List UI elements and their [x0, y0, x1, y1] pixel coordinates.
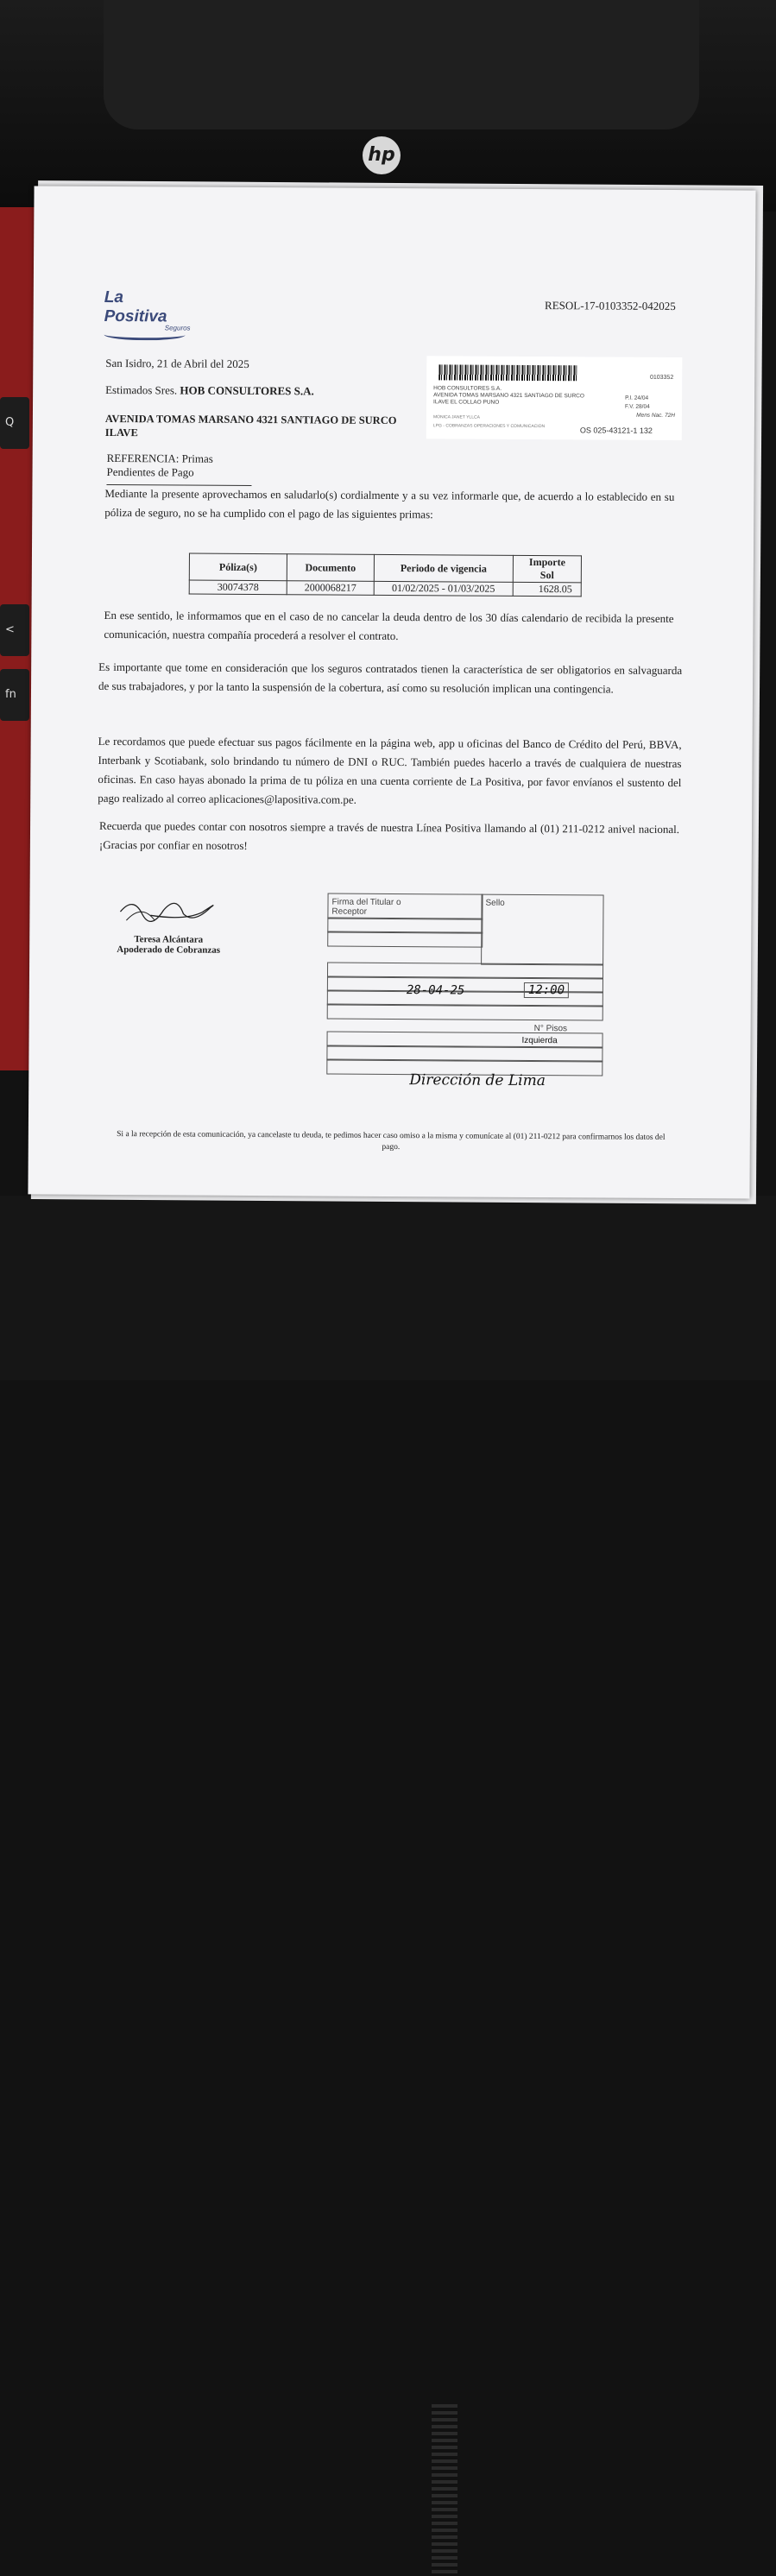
reference-code: RESOL-17-0103352-042025 [545, 299, 676, 313]
label-os: OS 025-43121-1 132 [579, 426, 653, 435]
cell-importe: 1628.05 [513, 582, 581, 596]
stamp-firma-label: Firma del Titular o Receptor [331, 897, 401, 917]
header-poliza: Póliza(s) [189, 553, 287, 581]
paragraph-contact: Recuerda que puedes contar con nosotros siempre a través de nuestra Línea Positiva llamando al (01) 211-0212 anivel nacional. ¡Gracias por confiar en nosotros! [98, 818, 680, 852]
stamp-hand-note: Dirección de Lima [409, 1071, 546, 1090]
barcode [438, 364, 577, 381]
address-line: AVENIDA TOMAS MARSANO 4321 SANTIAGO DE SURCO [104, 412, 397, 427]
label-recipient: HOB CONSULTORES S.A. [433, 385, 502, 392]
stamp-hand-time: 12:00 [524, 982, 569, 998]
mail-label [426, 356, 683, 440]
greeting [105, 383, 314, 398]
signer-title: Apoderado de Cobranzas [117, 944, 221, 956]
label-courier: Mens Nac. 72H [636, 412, 675, 419]
paragraph-intro: Mediante la presente aprovechamos en saludarlo(s) cordialmente y a su vez informarle que, de acuerdo a lo establecido en su póliza de seguro, no se ha cumplido con el pago de las siguientes primas: [104, 486, 675, 521]
key-less-than: < [0, 604, 29, 656]
laptop-bezel [104, 0, 699, 129]
table-header-row [189, 553, 581, 583]
stamp-row [327, 1004, 603, 1021]
recipient-name: HOB CONSULTORES S.A. [180, 383, 314, 398]
hp-logo: hp [363, 136, 401, 174]
primas-table [189, 553, 582, 597]
label-fv: F.V. 28/04 [625, 403, 650, 410]
letter-page [28, 186, 755, 1198]
cell-documento: 2000068217 [287, 581, 374, 596]
greeting-prefix: Estimados Sres. [105, 382, 178, 397]
stamp-sello-cell [481, 894, 603, 966]
background-fabric [0, 1196, 776, 1380]
recipient-address [105, 412, 397, 441]
stamp-pisos-label: N° Pisos [533, 1024, 568, 1034]
zipper [432, 2404, 457, 2576]
footer-note: Si a la recepción de esta comunicación, ya cancelaste tu deuda, te pedimos hacer caso omiso a la misma y comunícate al (01) 211-0212 para confirmarnos los datos del pago. [117, 1130, 666, 1152]
stamp-sello-label: Sello [485, 898, 505, 908]
stamp-hand-side: Izquierda [521, 1035, 558, 1046]
paragraph-payment: Le recordamos que puede efectuar sus pagos fácilmente en la página web, app u oficinas del Banco de Crédito del Perú, BBVA, Interbank y Scotiabank, solo brindando tu número de DNI o RUC. También puedes hacerlo a través de cualquiera de nuestras oficinas. En caso hayas abonado la prima de tu póliza en una cuenta corriente de La Positiva, por favor envíanos el sustento del pago realizado al correo aplicaciones@lapositiva.com.pe. [98, 734, 682, 806]
key-q: Q [0, 397, 29, 449]
table-row [189, 580, 581, 597]
label-code: 0103352 [649, 374, 674, 381]
key-fn: fn [0, 669, 29, 721]
laptop-lid [0, 0, 776, 212]
date-line: San Isidro, 21 de Abril del 2025 [105, 356, 249, 370]
cell-periodo: 01/02/2025 - 01/03/2025 [374, 581, 513, 596]
signature-image [116, 894, 219, 930]
reception-stamp [326, 893, 603, 1102]
stamp-row [327, 931, 483, 948]
header-periodo: Periodo de vigencia [374, 554, 513, 582]
label-address: AVENIDA TOMAS MARSANO 4321 SANTIAGO DE SURCO [433, 392, 584, 400]
label-city: ILAVE EL COLLAO PUNO [433, 399, 500, 406]
paragraph-deadline: En ese sentido, le informamos que en el caso de no cancelar la deuda dentro de los 30 días calendario de recibida la presente comunicación, nuestra compañía procederá a resolver el contrato. [104, 608, 674, 643]
reference-subject: REFERENCIA: Primas Pendientes de Pago [106, 451, 251, 486]
label-dept: LPG - COBRANZAS OPERACIONES Y COMUNICACION [432, 423, 546, 430]
label-pi: P.I. 24/04 [625, 395, 649, 401]
signer-name: Teresa Alcántara [134, 934, 204, 945]
header-importe: Importe Sol [513, 555, 581, 582]
stamp-hand-date: 28-04-25 [406, 983, 465, 998]
stamp-firma-cell [327, 893, 483, 920]
header-documento: Documento [287, 554, 374, 582]
company-logo: La Positiva Seguros [104, 288, 190, 341]
label-agent: MONICA JANET YLLCA [432, 414, 480, 420]
paragraph-obligatory: Es importante que tome en consideración que los seguros contratados tienen la característica de ser obligatorios en salvaguarda de sus trabajadores, y por la tanto la suspensión de la cobertura, así como su resolución implican una contingencia. [98, 660, 683, 696]
cell-poliza: 30074378 [189, 580, 287, 595]
signer-block [112, 934, 224, 956]
address-line: ILAVE [104, 426, 138, 439]
